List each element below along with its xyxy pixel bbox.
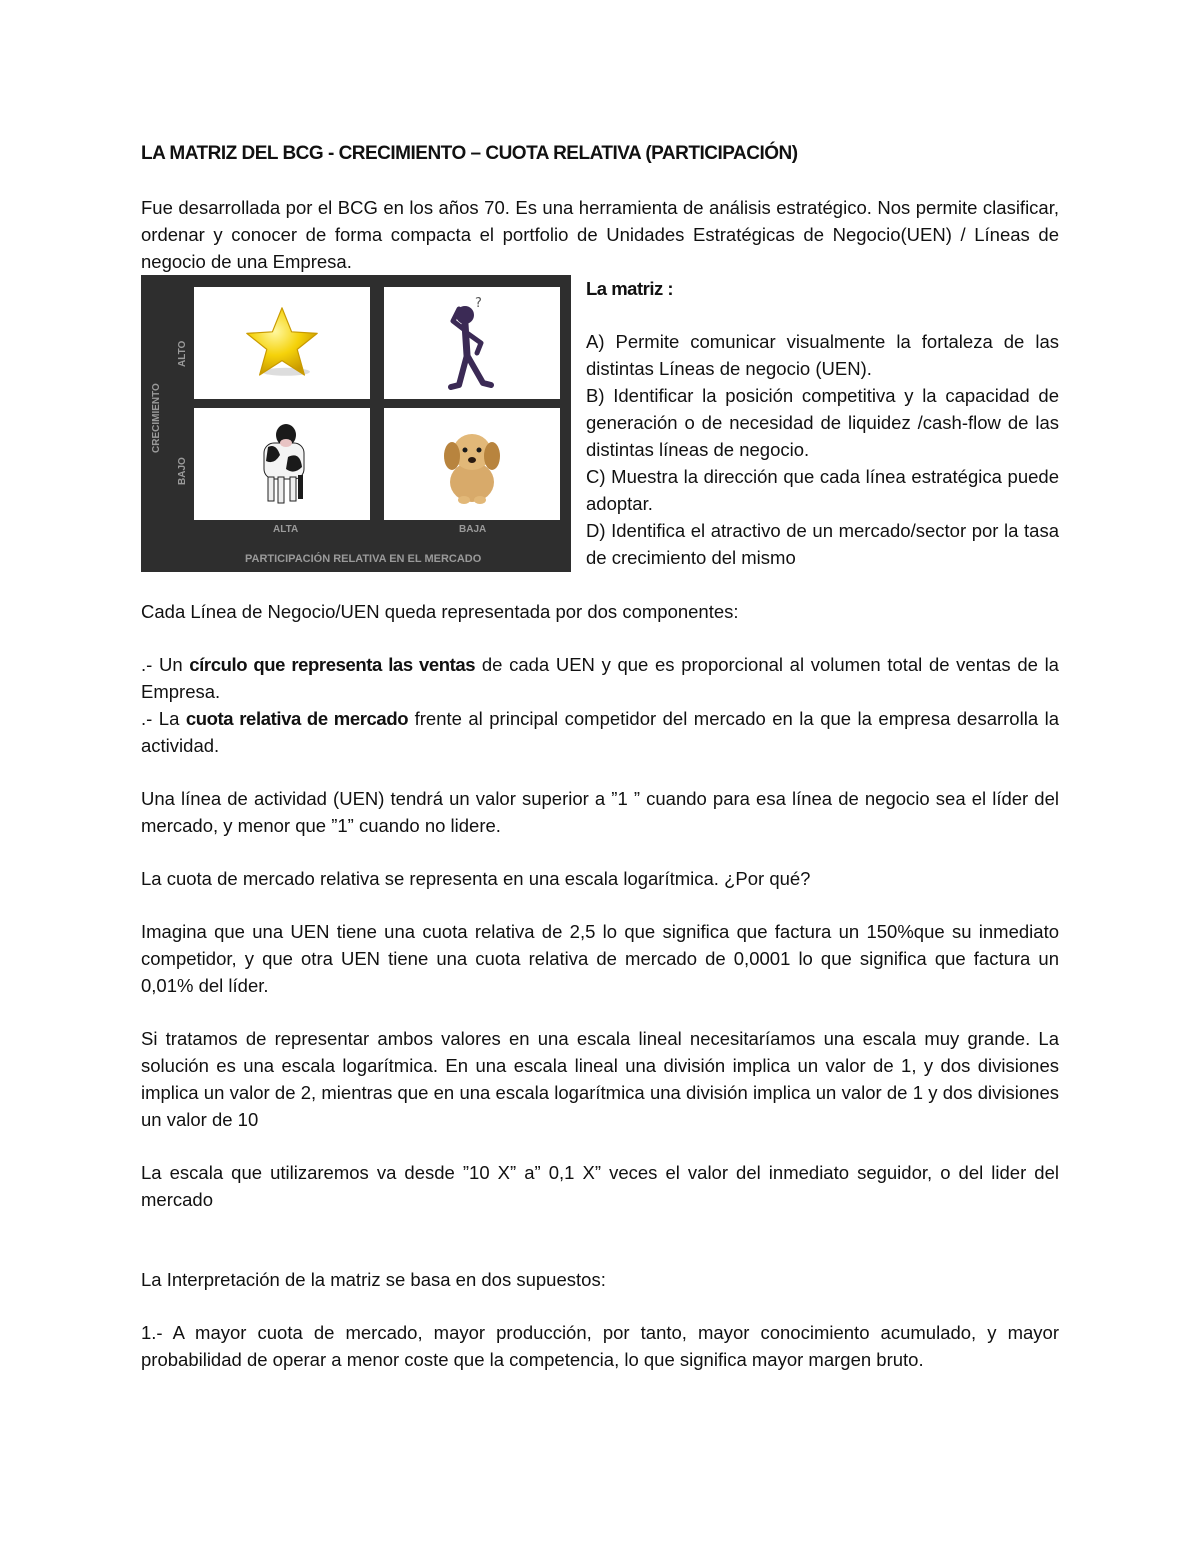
paragraph-rango: La escala que utilizaremos va desde ”10 X” a” 0,1 X” veces el valor del inmediato seguidor, o del lider del mercado bbox=[141, 1162, 1059, 1210]
matrix-description bbox=[586, 275, 1059, 572]
axis-label-participacion: PARTICIPACIÓN RELATIVA EN EL MERCADO bbox=[245, 553, 482, 565]
componente-item-2-bold: cuota relativa de mercado bbox=[185, 708, 409, 729]
paragraph-interpretacion: La Interpretación de la matriz se basa en dos supuestos: bbox=[141, 1269, 606, 1290]
paragraph-valor: Una línea de actividad (UEN) tendrá un valor superior a ”1 ” cuando para esa línea de negocio sea el líder del mercado, y menor que ”1” cuando no lidere. bbox=[141, 788, 1059, 836]
bcg-matrix-figure bbox=[141, 275, 571, 572]
axis-label-crecimiento: CRECIMIENTO bbox=[151, 383, 162, 453]
componente-item-1: .- Un círculo que representa las ventas de cada UEN y que es proporcional al volumen total de ventas de la Empresa. bbox=[141, 654, 1059, 702]
intro-paragraph: Fue desarrollada por el BCG en los años 70. Es una herramienta de análisis estratégico. Nos permite clasificar, ordenar y conocer de forma compacta el portfolio de Unidades Estratégicas de Negocio(UEN) / Líneas de negocio de una Empresa. bbox=[141, 197, 1059, 272]
quadrant-dog bbox=[384, 408, 560, 520]
matrix-section bbox=[141, 275, 1059, 572]
quadrant-cow bbox=[194, 408, 370, 520]
componentes-intro: Cada Línea de Negocio/UEN queda representada por dos componentes: bbox=[141, 601, 739, 622]
componente-item-1-bold: círculo que representa las ventas bbox=[189, 654, 476, 675]
document-content bbox=[141, 140, 1059, 1373]
paragraph-supuesto-1: 1.- A mayor cuota de mercado, mayor producción, por tanto, mayor conocimiento acumulado, y mayor probabilidad de operar a menor coste que la competencia, lo que significa mayor margen bruto. bbox=[141, 1322, 1059, 1370]
matrix-point-c: C) Muestra la dirección que cada línea estratégica puede adoptar. bbox=[586, 466, 1059, 514]
cow-icon bbox=[242, 421, 322, 507]
axis-label-alto: ALTO bbox=[177, 340, 188, 367]
paragraph-escala: Si tratamos de representar ambos valores en una escala lineal necesitaríamos una escala muy grande. La solución es una escala logarítmica. En una escala lineal una división implica un valor de 1, y dos divisiones implica un valor de 2, mientras que en una escala logarítmica una división implica un valor de 1 y dos divisiones un valor de 10 bbox=[141, 1028, 1059, 1130]
quadrant-star bbox=[194, 287, 370, 399]
axis-label-baja: BAJA bbox=[459, 524, 487, 535]
svg-text:?: ? bbox=[475, 296, 482, 311]
star-icon bbox=[242, 303, 322, 383]
matrix-heading: La matriz : bbox=[586, 278, 674, 299]
bcg-matrix-image bbox=[141, 275, 571, 572]
matrix-point-b: B) Identificar la posición competitiva y la capacidad de generación o de necesidad de liquidez /cash-flow de las distintas líneas de negocio. bbox=[586, 385, 1059, 460]
document-title: LA MATRIZ DEL BCG - CRECIMIENTO – CUOTA RELATIVA (PARTICIPACIÓN) bbox=[141, 143, 798, 164]
quadrant-question bbox=[384, 287, 560, 399]
axis-label-alta: ALTA bbox=[273, 524, 299, 535]
matrix-point-a: A) Permite comunicar visualmente la fortaleza de las distintas Líneas de negocio (UEN). bbox=[586, 331, 1059, 379]
question-figure-icon bbox=[437, 293, 507, 393]
axis-label-bajo: BAJO bbox=[177, 457, 188, 485]
dog-icon bbox=[434, 422, 510, 506]
paragraph-escala-log: La cuota de mercado relativa se representa en una escala logarítmica. ¿Por qué? bbox=[141, 868, 811, 889]
componente-item-2: .- La cuota relativa de mercado frente al principal competidor del mercado en la que la empresa desarrolla la actividad. bbox=[141, 708, 1059, 756]
paragraph-imagina: Imagina que una UEN tiene una cuota relativa de 2,5 lo que significa que factura un 150%que su inmediato competidor, y que otra UEN tiene una cuota relativa de mercado de 0,0001 lo que significa que factura un 0,01% del líder. bbox=[141, 921, 1059, 996]
matrix-point-d: D) Identifica el atractivo de un mercado/sector por la tasa de crecimiento del mismo bbox=[586, 520, 1059, 568]
